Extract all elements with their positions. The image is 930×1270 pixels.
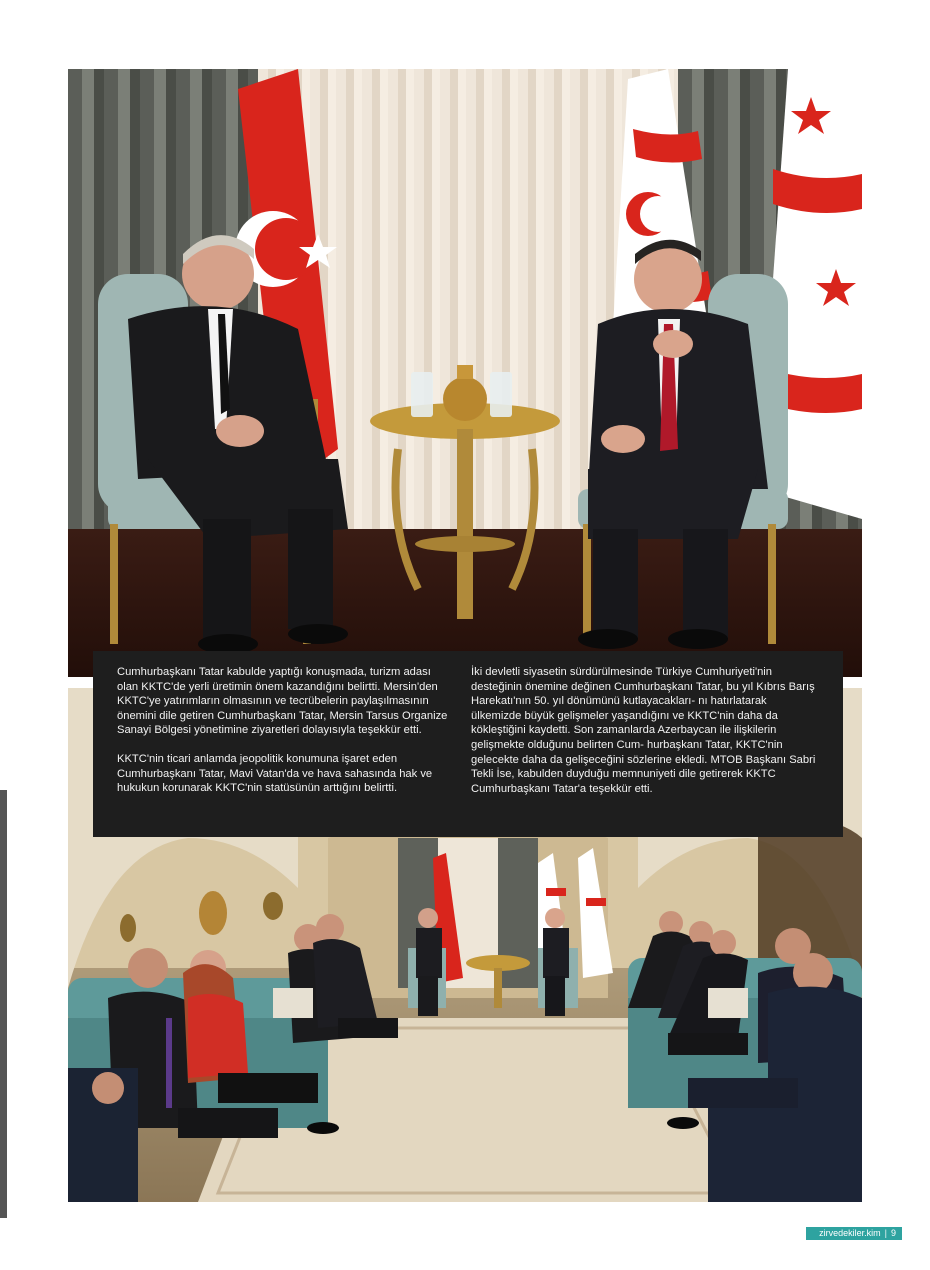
caption-paragraph: Cumhurbaşkanı Tatar kabulde yaptığı konuşmada, turizm adası olan KKTC'de yerli üretimin önem kazandığını belirtti. Mersin'den KKTC'ye yatırımların olmasının ve tecrübelerin paylaşılmasının önemini dile getiren Cumhurbaşkanı Tatar, Mersin Tarsus Organize Sanayi Bölgesi yönetimine ziyaretleri dolayısıyla teşekkür etti. bbox=[117, 666, 448, 737]
side-accent-bar bbox=[0, 790, 7, 1218]
footer-separator: | bbox=[884, 1228, 887, 1238]
top-photo bbox=[68, 69, 862, 677]
top-photo-scene bbox=[68, 69, 862, 677]
caption-paragraph: KKTC'nin ticari anlamda jeopolitik konumuna işaret eden Cumhurbaşkanı Tatar, Mavi Vatan'da ve hava sahasında hak ve hukukun korunarak KKTC'nin statüsünün arttığını belirtti. bbox=[117, 752, 433, 795]
caption-paragraph: İki devletli siyasetin sürdürülmesinde Türkiye Cumhuriyeti'nin desteğinin önemine değinen Cumhurbaşkanı Tatar, bu yıl Kıbrıs Barış Harekatı'nın 50. yıl dönümünü kutlayacakları- nı hatırlatarak ülkemizde büyük gelişmeler yaşandığını ve KKTC'nin daha da kökleştiğini kaydetti. Son zamanlarda Azerbaycan ile ilişkilerin gelişmekte olduğunu belirten Cum- hurbaşkanı Tatar, KKTC'nin gelecekte daha da gelişeceğini sözlerine ekledi. MTOB Başkanı Sabri Tekli İse, kabulden duyduğu memnuniyeti dile getirerek KKTC Cumhurbaşkanı Tatar'a teşekkür etti. bbox=[471, 666, 816, 795]
gold-table bbox=[370, 365, 560, 619]
footer-tab bbox=[806, 1227, 902, 1240]
page-number: 9 bbox=[890, 1228, 896, 1238]
caption-column-left bbox=[117, 665, 452, 810]
footer-site-link[interactable]: zirvedekiler.kim bbox=[819, 1228, 881, 1238]
caption-box bbox=[93, 651, 843, 837]
caption-column-right bbox=[471, 665, 816, 810]
